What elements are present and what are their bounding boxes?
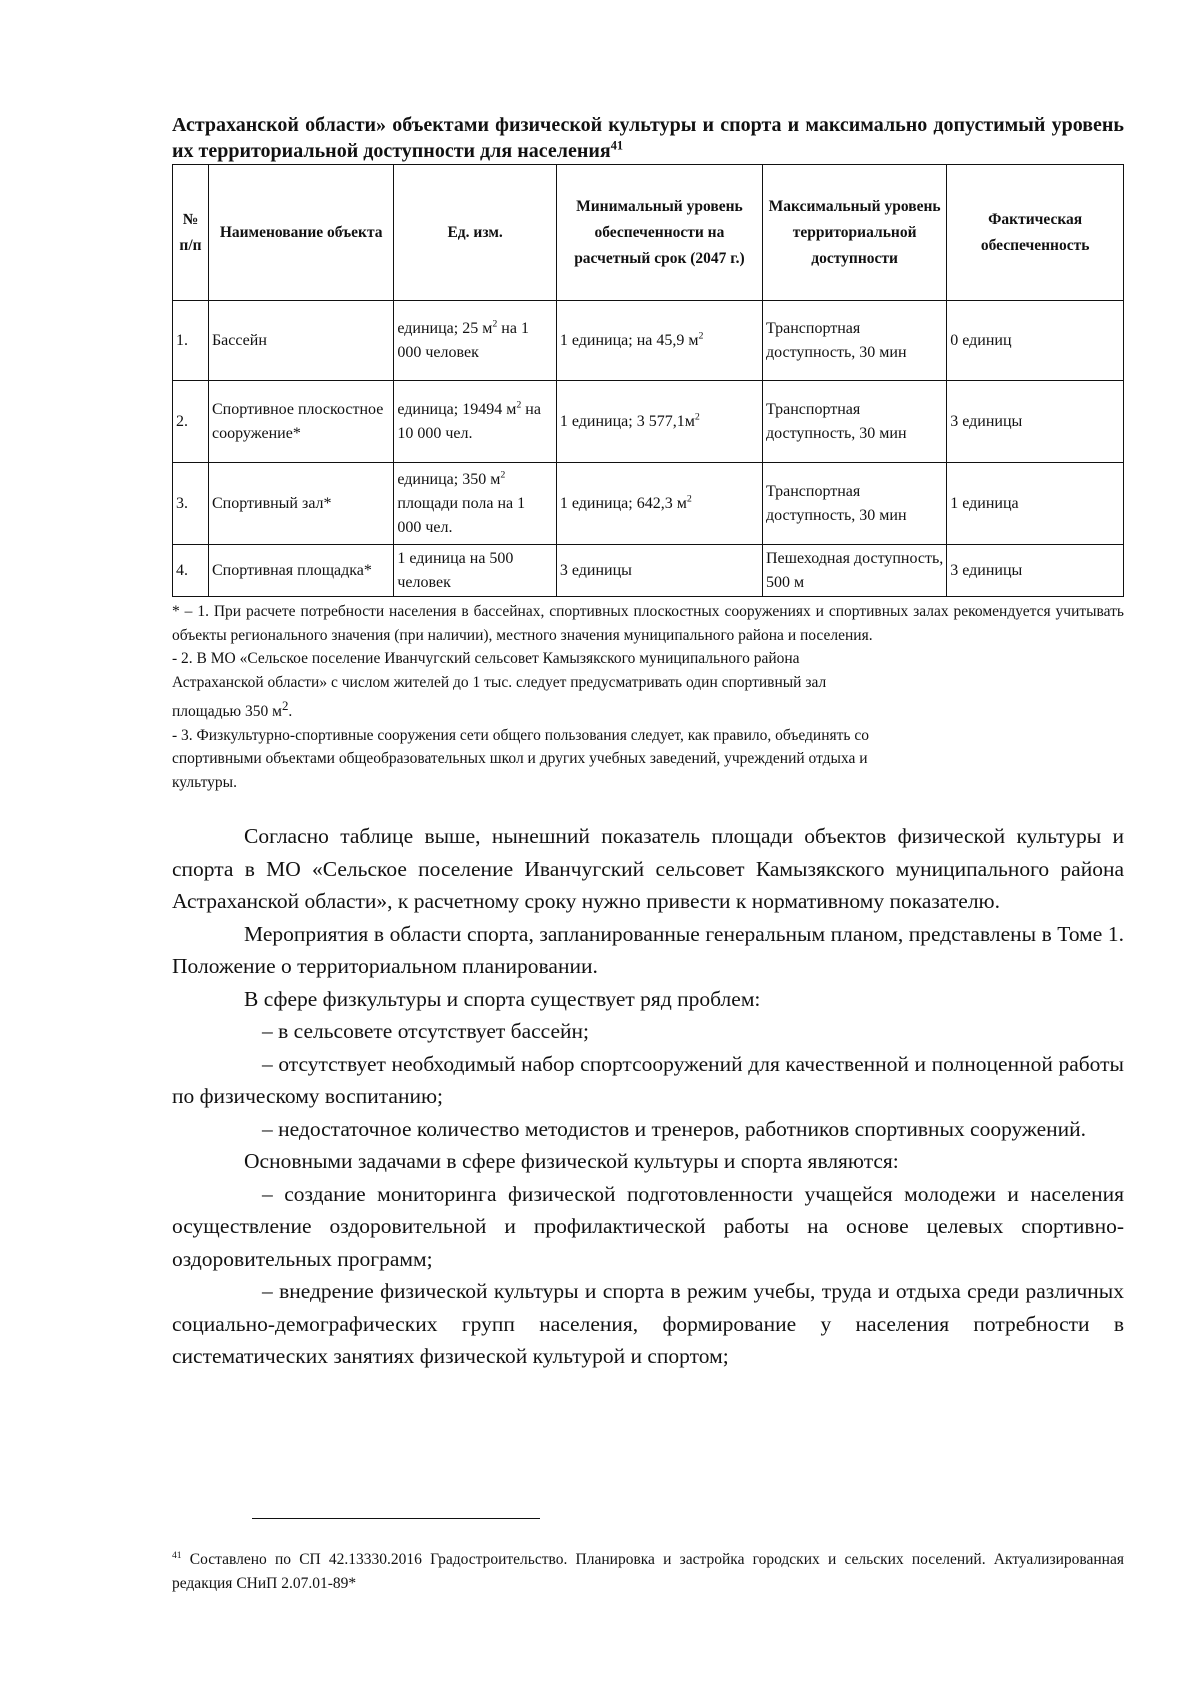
list-item: – отсутствует необходимый набор спортсооружений для качественной и полноценной работы по физическому воспитанию; — [172, 1051, 1124, 1109]
row-actual: 1 единица — [947, 463, 1124, 545]
body-text — [172, 820, 1124, 1373]
footnote-text-line — [172, 1548, 1124, 1596]
footnote-text: Составлено по СП 42.13330.2016 Градостроительство. Планировка и застройка городских и сельских поселений. Актуализированная редакция СНиП 2.07.01-89* — [172, 1551, 1124, 1592]
min-sup: 2 — [686, 493, 692, 505]
row-num: 3. — [173, 463, 209, 545]
row-access: Транспортная доступность, 30 мин — [762, 463, 946, 545]
list-item: – внедрение физической культуры и спорта в режим учебы, труда и отдыха среди различных социально-демографических групп населения, формирование у населения потребности в систематических занятиях физической культурой и спортом; — [172, 1279, 1124, 1369]
min-text: 1 единица; 3 577,1м — [559, 412, 695, 430]
table-notes — [172, 600, 1124, 794]
row-min-level — [556, 545, 762, 597]
note-2-line-2: Астраханской области» с числом жителей до 1 тыс. следует предусматривать один спортивный зал — [172, 673, 827, 691]
note-text: площадью 350 м — [172, 703, 282, 721]
footnote-divider — [252, 1518, 540, 1519]
list-item: – создание мониторинга физической подготовленности учащейся молодежи и населения осуществление оздоровительной и профилактической работы на основе целевых спортивно-оздоровительных программ; — [172, 1181, 1124, 1271]
row-min-level — [556, 301, 762, 381]
unit-text-tail: площади пола на 1 000 чел. — [397, 494, 526, 536]
note-1: * – 1. При расчете потребности населения в бассейнах, спортивных плоскостных сооружениях и спортивных залах рекомендуется учитывать объекты регионального значения (при наличии), местного значения муниципального района и поселения. — [172, 603, 1124, 644]
footnote-mark: 41 — [172, 1549, 182, 1561]
unit-text: 1 единица на 500 человек — [397, 549, 514, 591]
row-name: Бассейн — [208, 301, 393, 381]
row-unit — [394, 463, 556, 545]
unit-sup: 2 — [516, 399, 522, 411]
min-sup: 2 — [698, 330, 704, 342]
note-3-line-1: - 3. Физкультурно-спортивные сооружения сети общего пользования следует, как правило, объединять со — [172, 726, 870, 744]
unit-text: единица; 25 м — [397, 319, 493, 337]
row-access: Транспортная доступность, 30 мин — [762, 381, 946, 463]
row-min-level — [556, 463, 762, 545]
paragraph: В сфере физкультуры и спорта существует ряд проблем: — [244, 986, 761, 1011]
list-item: – в сельсовете отсутствует бассейн; — [262, 1019, 589, 1044]
row-num: 4. — [173, 545, 209, 597]
header-actual: Фактическая обеспеченность — [947, 165, 1124, 301]
row-actual: 3 единицы — [947, 545, 1124, 597]
header-name: Наименование объекта — [208, 165, 393, 301]
paragraph: Основными задачами в сфере физической культуры и спорта являются: — [244, 1149, 899, 1174]
unit-sup: 2 — [500, 469, 506, 481]
table-row — [173, 463, 1124, 545]
table-row — [173, 545, 1124, 597]
row-name: Спортивный зал* — [208, 463, 393, 545]
row-num: 2. — [173, 381, 209, 463]
table-row — [173, 381, 1124, 463]
row-unit — [394, 545, 556, 597]
row-num: 1. — [173, 301, 209, 381]
footnote-ref[interactable]: 41 — [610, 138, 624, 153]
min-text: 1 единица; 642,3 м — [559, 494, 687, 512]
sports-facilities-table — [172, 164, 1124, 597]
note-sup: 2 — [281, 698, 289, 713]
row-access: Транспортная доступность, 30 мин — [762, 301, 946, 381]
row-actual: 0 единиц — [947, 301, 1124, 381]
heading-text: Астраханской области» объектами физической культуры и спорта и максимально допустимый уровень их территориальной доступности для населения — [172, 114, 1124, 162]
row-access: Пешеходная доступность, 500 м — [762, 545, 946, 597]
footnote — [172, 1548, 1124, 1596]
row-unit — [394, 381, 556, 463]
row-min-level — [556, 381, 762, 463]
page-content — [172, 112, 1124, 1373]
table-heading — [172, 112, 1124, 164]
unit-text-tail: на 1 000 человек — [397, 319, 529, 361]
row-name: Спортивное плоскостное сооружение* — [208, 381, 393, 463]
note-2-line-1: - 2. В МО «Сельское поселение Иванчугский сельсовет Камызякского муниципального района — [172, 650, 800, 667]
row-actual: 3 единицы — [947, 381, 1124, 463]
note-3-line-3: культуры. — [172, 773, 237, 791]
header-max-access: Максимальный уровень территориальной доступности — [762, 165, 946, 301]
list-item: – недостаточное количество методистов и тренеров, работников спортивных сооружений. — [262, 1116, 1087, 1141]
header-num: № п/п — [173, 165, 209, 301]
table-row — [173, 301, 1124, 381]
unit-text-tail: на 10 000 чел. — [397, 400, 541, 442]
header-min-level: Минимальный уровень обеспеченности на расчетный срок (2047 г.) — [556, 165, 762, 301]
paragraph: Мероприятия в области спорта, запланированные генеральным планом, представлены в Томе 1. Положение о территориальном планировании. — [172, 921, 1124, 979]
note-2-line-3 — [172, 694, 1124, 724]
min-text: 3 единицы — [559, 561, 632, 579]
min-sup: 2 — [694, 411, 700, 423]
table-header-row — [173, 165, 1124, 301]
unit-sup: 2 — [492, 318, 498, 330]
note-text-tail: . — [288, 703, 293, 721]
row-unit — [394, 301, 556, 381]
header-unit: Ед. изм. — [394, 165, 556, 301]
min-text: 1 единица; на 45,9 м — [559, 331, 699, 349]
note-3-line-2: спортивными объектами общеобразовательных школ и других учебных заведений, учреждений отдыха и — [172, 750, 868, 768]
row-name: Спортивная площадка* — [208, 545, 393, 597]
unit-text: единица; 19494 м — [397, 400, 517, 418]
unit-text: единица; 350 м — [397, 470, 501, 488]
paragraph: Согласно таблице выше, нынешний показатель площади объектов физической культуры и спорта в МО «Сельское поселение Иванчугский сельсовет Камызякского муниципального района Астраханской области», к расчетному сроку нужно привести к нормативному показателю. — [172, 824, 1124, 914]
